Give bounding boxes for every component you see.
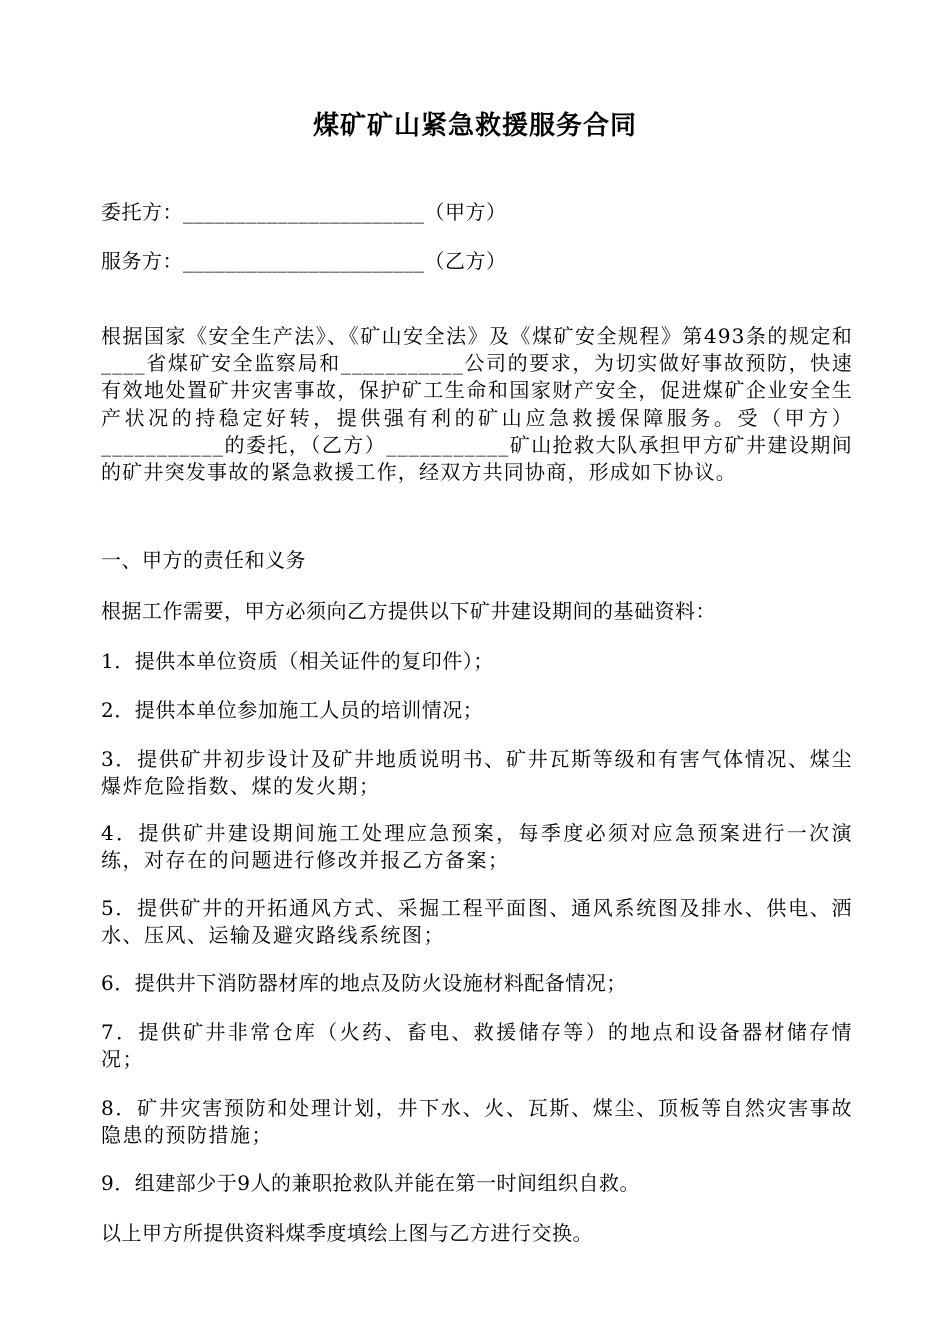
- provider-line: [101, 248, 853, 275]
- section1-lead: 根据工作需要，甲方必须向乙方提供以下矿井建设期间的基础资料：: [101, 599, 716, 623]
- client-suffix: （甲方）: [424, 200, 507, 224]
- item-9: 9．组建部少于9人的兼职抢救队并能在第一时间组织自救。: [101, 1171, 640, 1195]
- item-4: 4．提供矿井建设期间施工处理应急预案，每季度必须对应急预案进行一次演练，对存在的问题进行修改并报乙方备案；: [101, 821, 853, 872]
- closing-line: 以上甲方所提供资料煤季度填绘上图与乙方进行交换。: [101, 1221, 593, 1245]
- item-8: 8．矿井灾害预防和处理计划，井下水、火、瓦斯、煤尘、顶板等自然灾害事故隐患的预防措施；: [101, 1096, 853, 1147]
- client-blank: _______________________: [183, 200, 425, 224]
- client-line: [101, 199, 853, 226]
- section1-heading: 一、甲方的责任和义务: [101, 548, 306, 572]
- item-1: 1．提供本单位资质（相关证件的复印件）；: [101, 649, 494, 673]
- provider-blank: _______________________: [183, 249, 425, 273]
- client-label: 委托方：: [101, 200, 183, 224]
- intro-paragraph: 根据国家《安全生产法》、《矿山安全法》及《煤矿安全规程》第493条的规定和____省煤矿安全监察局和___________公司的要求，为切实做好事故预防，快速有效地处置矿井灾害事故，保护矿工生命和国家财产安全，促进煤矿企业安全生产状况的持稳定好转，提供强有利的矿山应急救援保障服务。受（甲方）___________的委托，（乙方）___________矿山抢救大队承担甲方矿井建设期间的矿井突发事故的紧急救援工作，经双方共同协商，形成如下协议。: [101, 324, 853, 485]
- provider-suffix: （乙方）: [424, 249, 507, 273]
- item-5: 5．提供矿井的开拓通风方式、采掘工程平面图、通风系统图及排水、供电、洒水、压风、运输及避灾路线系统图；: [101, 896, 853, 947]
- provider-label: 服务方：: [101, 249, 183, 273]
- item-7: 7．提供矿井非常仓库（火药、畜电、救援储存等）的地点和设备器材储存情况；: [101, 1020, 853, 1071]
- item-6: 6．提供井下消防器材库的地点及防火设施材料配备情况；: [101, 971, 627, 995]
- item-2: 2．提供本单位参加施工人员的培训情况；: [101, 698, 484, 722]
- item-3: 3．提供矿井初步设计及矿井地质说明书、矿井瓦斯等级和有害气体情况、煤尘爆炸危险指数、煤的发火期；: [101, 747, 853, 798]
- document-title: 煤矿矿山紧急救援服务合同: [312, 111, 637, 141]
